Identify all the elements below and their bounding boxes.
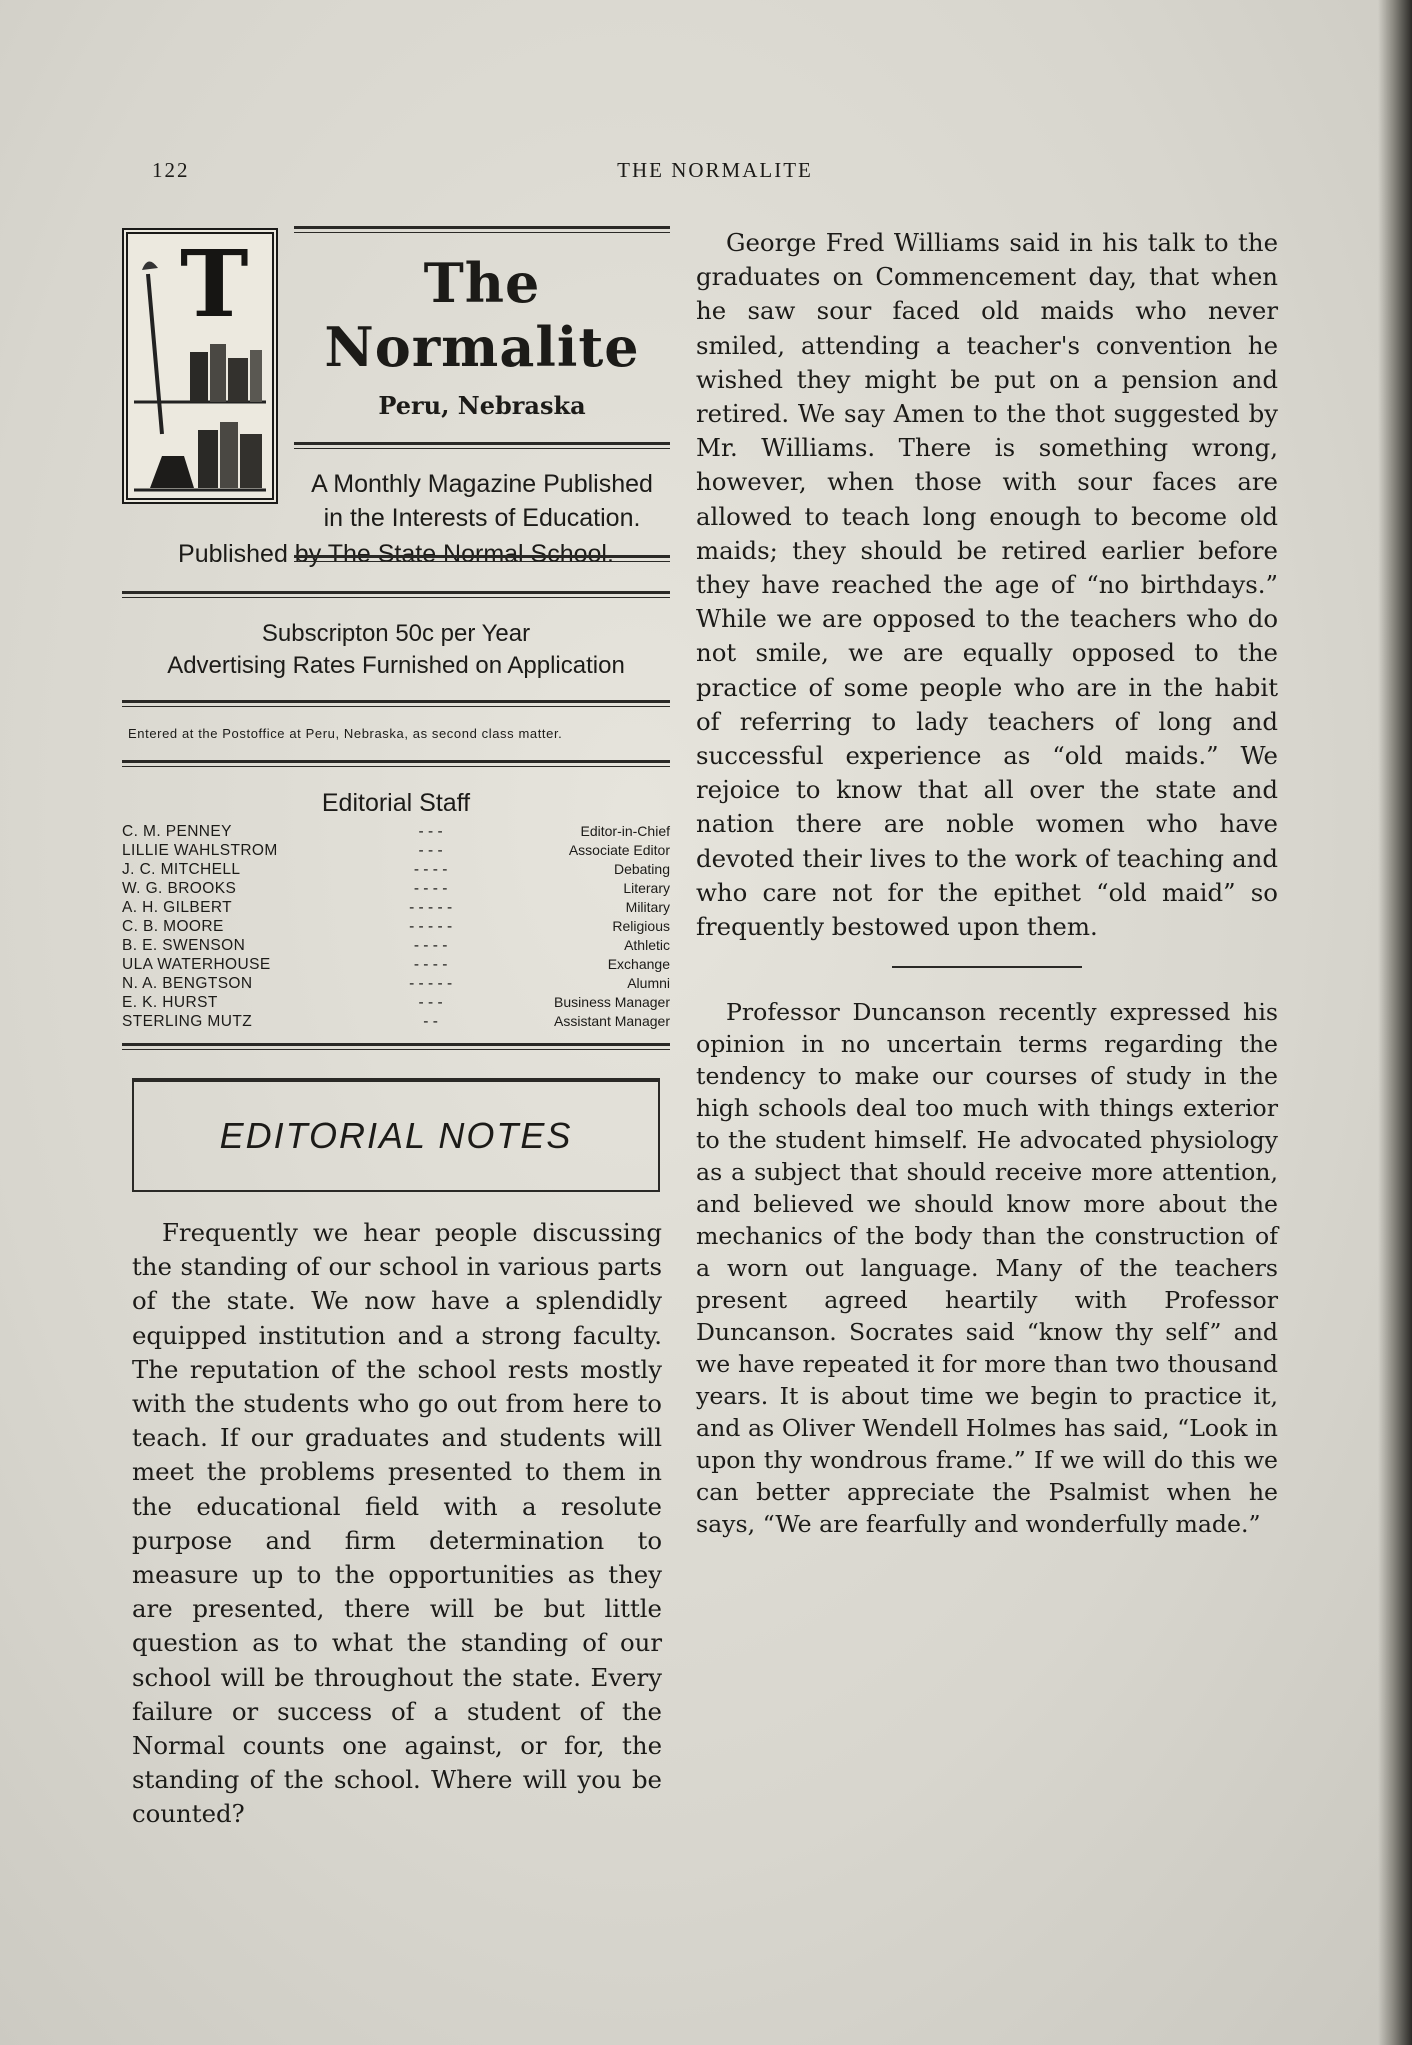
advertising-rates: Advertising Rates Furnished on Application	[167, 652, 625, 679]
left-column	[122, 218, 670, 1832]
staff-row	[122, 917, 670, 936]
staff-role: Military	[625, 899, 670, 915]
svg-text:T: T	[180, 234, 249, 338]
staff-role: Business Manager	[554, 994, 670, 1010]
staff-row	[122, 879, 670, 898]
staff-role: Debating	[613, 861, 670, 877]
tagline-line-1: A Monthly Magazine Published	[311, 470, 653, 498]
staff-row	[122, 974, 670, 993]
page-edge-shadow	[1378, 0, 1412, 2045]
staff-row	[122, 822, 670, 841]
divider	[294, 226, 670, 233]
staff-leader: - - - -	[413, 956, 448, 973]
staff-name: B. E. SWENSON	[122, 937, 246, 954]
staff-leader: - - - -	[413, 937, 448, 954]
staff-leader: - - - - -	[409, 918, 453, 935]
staff-heading: Editorial Staff	[321, 789, 471, 817]
magazine-title: The Normalite	[324, 251, 640, 379]
publisher-line: Published by The State Normal School.	[178, 540, 614, 568]
divider	[122, 1043, 670, 1050]
staff-role: Associate Editor	[568, 842, 670, 858]
staff-name: A. H. GILBERT	[122, 899, 232, 916]
divider	[122, 591, 670, 598]
staff-role: Literary	[623, 880, 670, 896]
staff-leader: - -	[423, 1013, 438, 1030]
staff-name: J. C. MITCHELL	[122, 861, 241, 878]
staff-row	[122, 860, 670, 879]
staff-row	[122, 1012, 670, 1031]
divider	[122, 700, 670, 707]
postal-entry-notice: Entered at the Postoffice at Peru, Nebraska, as second class matter.	[128, 726, 563, 741]
editorial-notes-heading: EDITORIAL NOTES	[219, 1115, 573, 1156]
staff-name: W. G. BROOKS	[122, 880, 237, 897]
staff-leader: - - -	[418, 994, 443, 1011]
staff-row	[122, 841, 670, 860]
subscription-info	[122, 618, 670, 682]
staff-role: Exchange	[607, 956, 670, 972]
page-number: 122	[152, 158, 190, 182]
tagline-line-2: in the Interests of Education.	[323, 504, 641, 532]
divider	[294, 555, 670, 562]
editorial-notes-banner	[132, 1078, 660, 1192]
staff-name: N. A. BENGTSON	[122, 975, 253, 992]
editorial-paragraph-duncanson: Professor Duncanson recently expressed his opinion in no uncertain terms regarding the tendency to make our courses of study in the high schools deal too much with things exterior to the student himself. He advocated physiology as a subject that should receive more attention, and believed we should know more about the mechanics of the body than the construction of a worn out language. Many of the teachers present agreed heartily with Professor Duncanson. Socrates said “know thy self” and we have repeated it for more than two thousand years. It is about time we begin to practice it, and as Oliver Wendell Holmes has said, “Look in upon thy wondrous frame.” If we will do this we can better appreciate the Psalmist when he says, “We are fearfully and wonderfully made.”	[696, 998, 1278, 1539]
staff-name: LILLIE WAHLSTROM	[122, 842, 278, 859]
staff-name: ULA WATERHOUSE	[122, 956, 271, 973]
staff-row	[122, 936, 670, 955]
staff-role: Alumni	[627, 975, 670, 991]
staff-name: C. B. MOORE	[122, 918, 224, 935]
magazine-tagline	[294, 467, 670, 535]
masthead	[122, 218, 670, 532]
staff-leader: - - - -	[413, 880, 448, 897]
page-header	[140, 158, 1290, 188]
masthead-logo	[122, 228, 278, 504]
staff-leader: - - -	[418, 823, 443, 840]
masthead-text	[294, 226, 670, 562]
staff-role: Assistant Manager	[554, 1013, 670, 1029]
books-and-inkwell-icon	[128, 234, 272, 498]
staff-name: E. K. HURST	[122, 994, 218, 1011]
right-column	[696, 226, 1278, 1540]
staff-leader: - - - - -	[409, 899, 453, 916]
staff-leader: - - - - -	[409, 975, 453, 992]
divider	[122, 760, 670, 767]
staff-list	[122, 822, 670, 1031]
divider	[294, 442, 670, 449]
editorial-paragraph-williams: George Fred Williams said in his talk to the graduates on Commencement day, that when he saw sour faced old maids who never smiled, attending a teacher's convention he wished they might be put on a pension and retired. We say Amen to the thot suggested by Mr. Williams. There is something wrong, however, when those with sour faces are allowed to teach long enough to become old maids; they should be retired earlier before they have reached the age of “no birthdays.” While we are opposed to the teachers who do not smile, we are equally opposed to the practice of some people who are in the habit of referring to lady teachers of long and successful experience as “old maids.” We rejoice to know that all over the state and nation there are noble women who have devoted their lives to the work of teaching and who care not for the epithet “old maid” so frequently bestowed upon them.	[696, 228, 1278, 942]
staff-row	[122, 993, 670, 1012]
staff-leader: - - -	[418, 842, 443, 859]
subscription-price: Subscripton 50c per Year	[261, 620, 531, 647]
staff-leader: - - - -	[413, 861, 448, 878]
section-divider	[892, 966, 1082, 968]
editorial-paragraph-standing: Frequently we hear people discussing the standing of our school in various parts of the state. We now have a splendidly equipped institution and a strong faculty. The reputation of the school rests mostly with the students who go out from here to teach. If our graduates and students will meet the problems presented to them in the educational field with a resolute purpose and firm determination to measure up to the opportunities as they are presented, there will be but little question as to what the standing of our school will be throughout the state. Every failure or success of a student of the Normal counts one against, or for, the standing of the school. Where will you be counted?	[132, 1218, 662, 1829]
running-title: THE NORMALITE	[617, 158, 813, 182]
staff-row	[122, 955, 670, 974]
magazine-location: Peru, Nebraska	[378, 391, 586, 420]
staff-name: STERLING MUTZ	[122, 1013, 253, 1030]
staff-role: Athletic	[624, 937, 670, 953]
staff-name: C. M. PENNEY	[122, 823, 232, 840]
staff-role: Religious	[612, 918, 670, 934]
staff-row	[122, 898, 670, 917]
staff-role: Editor-in-Chief	[580, 823, 670, 839]
